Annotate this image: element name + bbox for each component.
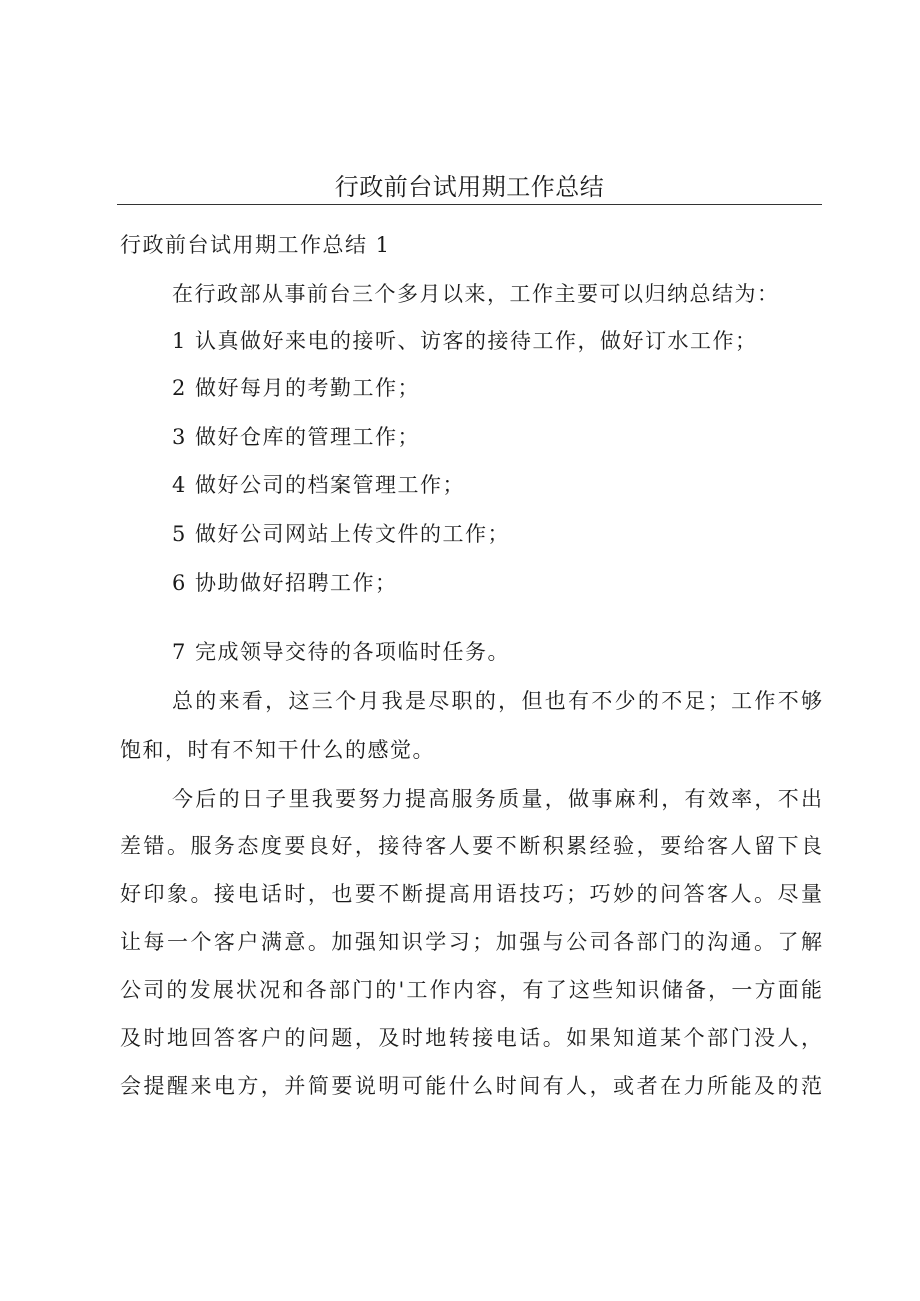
plan-paragraph-line: 让每一个客户满意。加强知识学习；加强与公司各部门的沟通。了解: [120, 930, 822, 954]
intro-paragraph: 在行政部从事前台三个多月以来，工作主要可以归纳总结为：: [172, 282, 780, 306]
list-item: 3 做好仓库的管理工作；: [172, 425, 421, 449]
list-item: 1 认真做好来电的接听、访客的接待工作，做好订水工作；: [172, 329, 758, 353]
list-item: 4 做好公司的档案管理工作；: [172, 473, 466, 497]
plan-paragraph-line: 及时地回答客户的问题，及时地转接电话。如果知道某个部门没人，: [120, 1026, 822, 1050]
list-item: 2 做好每月的考勤工作；: [172, 376, 421, 400]
plan-paragraph-line: 公司的发展状况和各部门的'工作内容，有了这些知识储备，一方面能: [120, 978, 822, 1002]
section-heading: 行政前台试用期工作总结 1: [120, 233, 391, 257]
plan-paragraph-line: 今后的日子里我要努力提高服务质量，做事麻利，有效率，不出: [172, 787, 822, 811]
list-item: 7 完成领导交待的各项临时任务。: [172, 640, 511, 664]
plan-paragraph-line: 差错。服务态度要良好，接待客人要不断积累经验，要给客人留下良: [120, 834, 822, 858]
title-underline-rule: [117, 204, 822, 205]
list-item: 5 做好公司网站上传文件的工作；: [172, 522, 511, 546]
plan-paragraph-line: 好印象。接电话时，也要不断提高用语技巧；巧妙的问答客人。尽量: [120, 882, 822, 906]
summary-paragraph-line: 饱和，时有不知干什么的感觉。: [120, 738, 435, 762]
document-title: 行政前台试用期工作总结: [334, 173, 605, 201]
plan-paragraph-line: 会提醒来电方，并简要说明可能什么时间有人，或者在力所能及的范: [120, 1074, 822, 1098]
list-item: 6 协助做好招聘工作；: [172, 571, 398, 595]
summary-paragraph-line: 总的来看，这三个月我是尽职的，但也有不少的不足；工作不够: [172, 689, 822, 713]
